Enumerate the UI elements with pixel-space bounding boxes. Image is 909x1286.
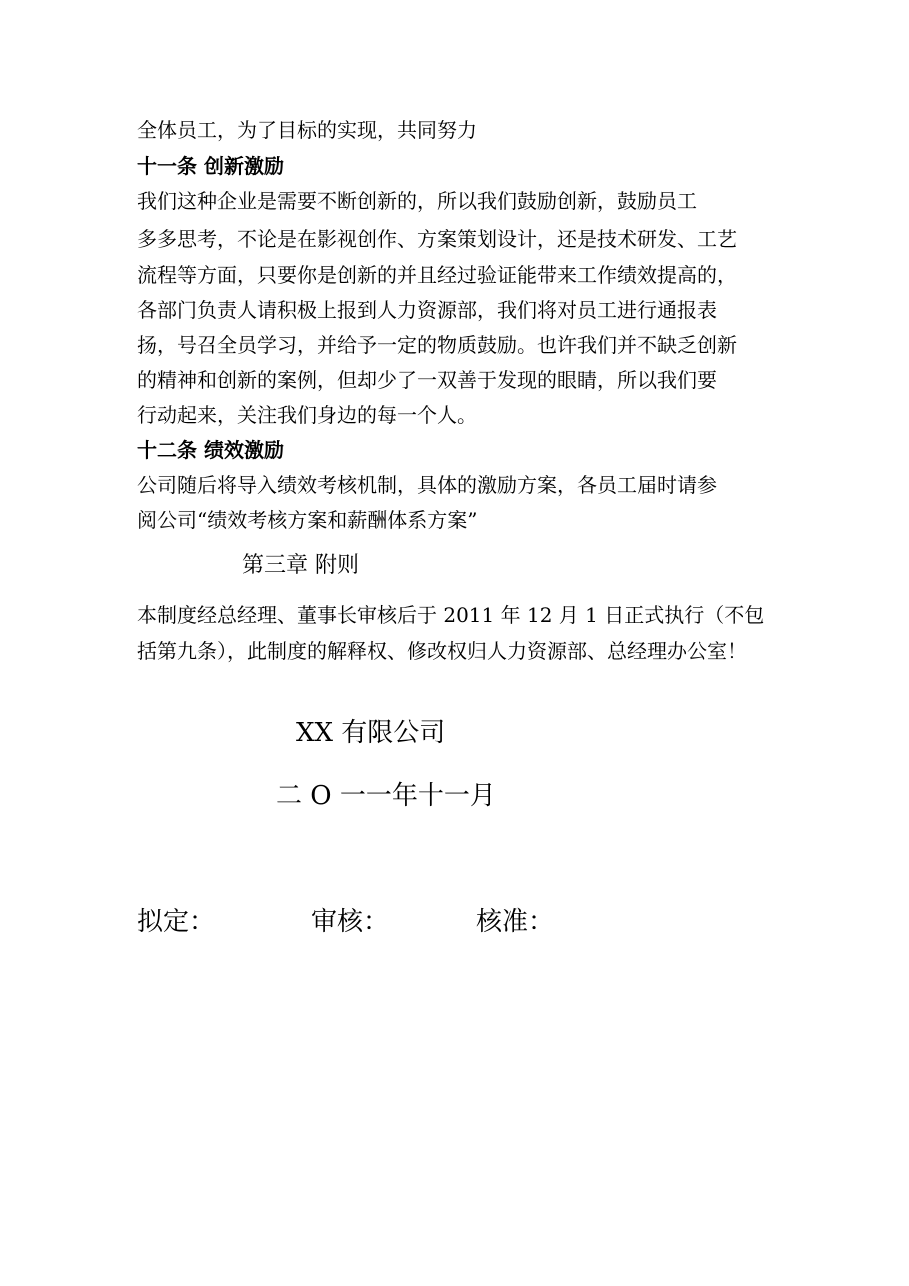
company-name: XX 有限公司 <box>296 718 446 748</box>
article-12-title: 十二条 绩效激励 <box>137 438 284 462</box>
article-11-line-6: 的精神和创新的案例，但却少了一双善于发现的眼睛，所以我们要 <box>137 368 717 392</box>
chapter-3-title: 第三章 附则 <box>242 553 359 578</box>
intro-line: 全体员工，为了目标的实现，共同努力 <box>137 118 477 142</box>
article-11-line-7: 行动起来，关注我们身边的每一个人。 <box>137 403 477 427</box>
article-11-title: 十一条 创新激励 <box>137 154 284 178</box>
issue-date: 二 O 一一年十一月 <box>276 781 496 811</box>
article-11-line-2: 多多思考，不论是在影视创作、方案策划设计，还是技术研发、工艺 <box>137 227 737 251</box>
article-11-line-1: 我们这种企业是需要不断创新的，所以我们鼓励创新，鼓励员工 <box>137 189 697 213</box>
article-11-line-4: 各部门负责人请积极上报到人力资源部，我们将对员工进行通报表 <box>137 298 717 322</box>
signature-draft: 拟定： <box>137 907 216 937</box>
article-11-line-5: 扬，号召全员学习，并给予一定的物质鼓励。也许我们并不缺乏创新 <box>137 333 737 357</box>
chapter-3-line-2: 括第九条），此制度的解释权、修改权归人力资源部、总经理办公室！ <box>137 639 747 663</box>
chapter-3-line-1: 本制度经总经理、董事长审核后于 2011 年 12 月 1 日正式执行（不包 <box>137 603 765 627</box>
signature-review: 审核： <box>311 907 390 937</box>
signature-approve: 核准： <box>476 907 555 937</box>
article-12-line-1: 公司随后将导入绩效考核机制，具体的激励方案，各员工届时请参 <box>137 473 717 497</box>
article-12-line-2: 阅公司“绩效考核方案和薪酬体系方案” <box>137 508 478 532</box>
article-11-line-3: 流程等方面，只要你是创新的并且经过验证能带来工作绩效提高的， <box>137 263 737 287</box>
